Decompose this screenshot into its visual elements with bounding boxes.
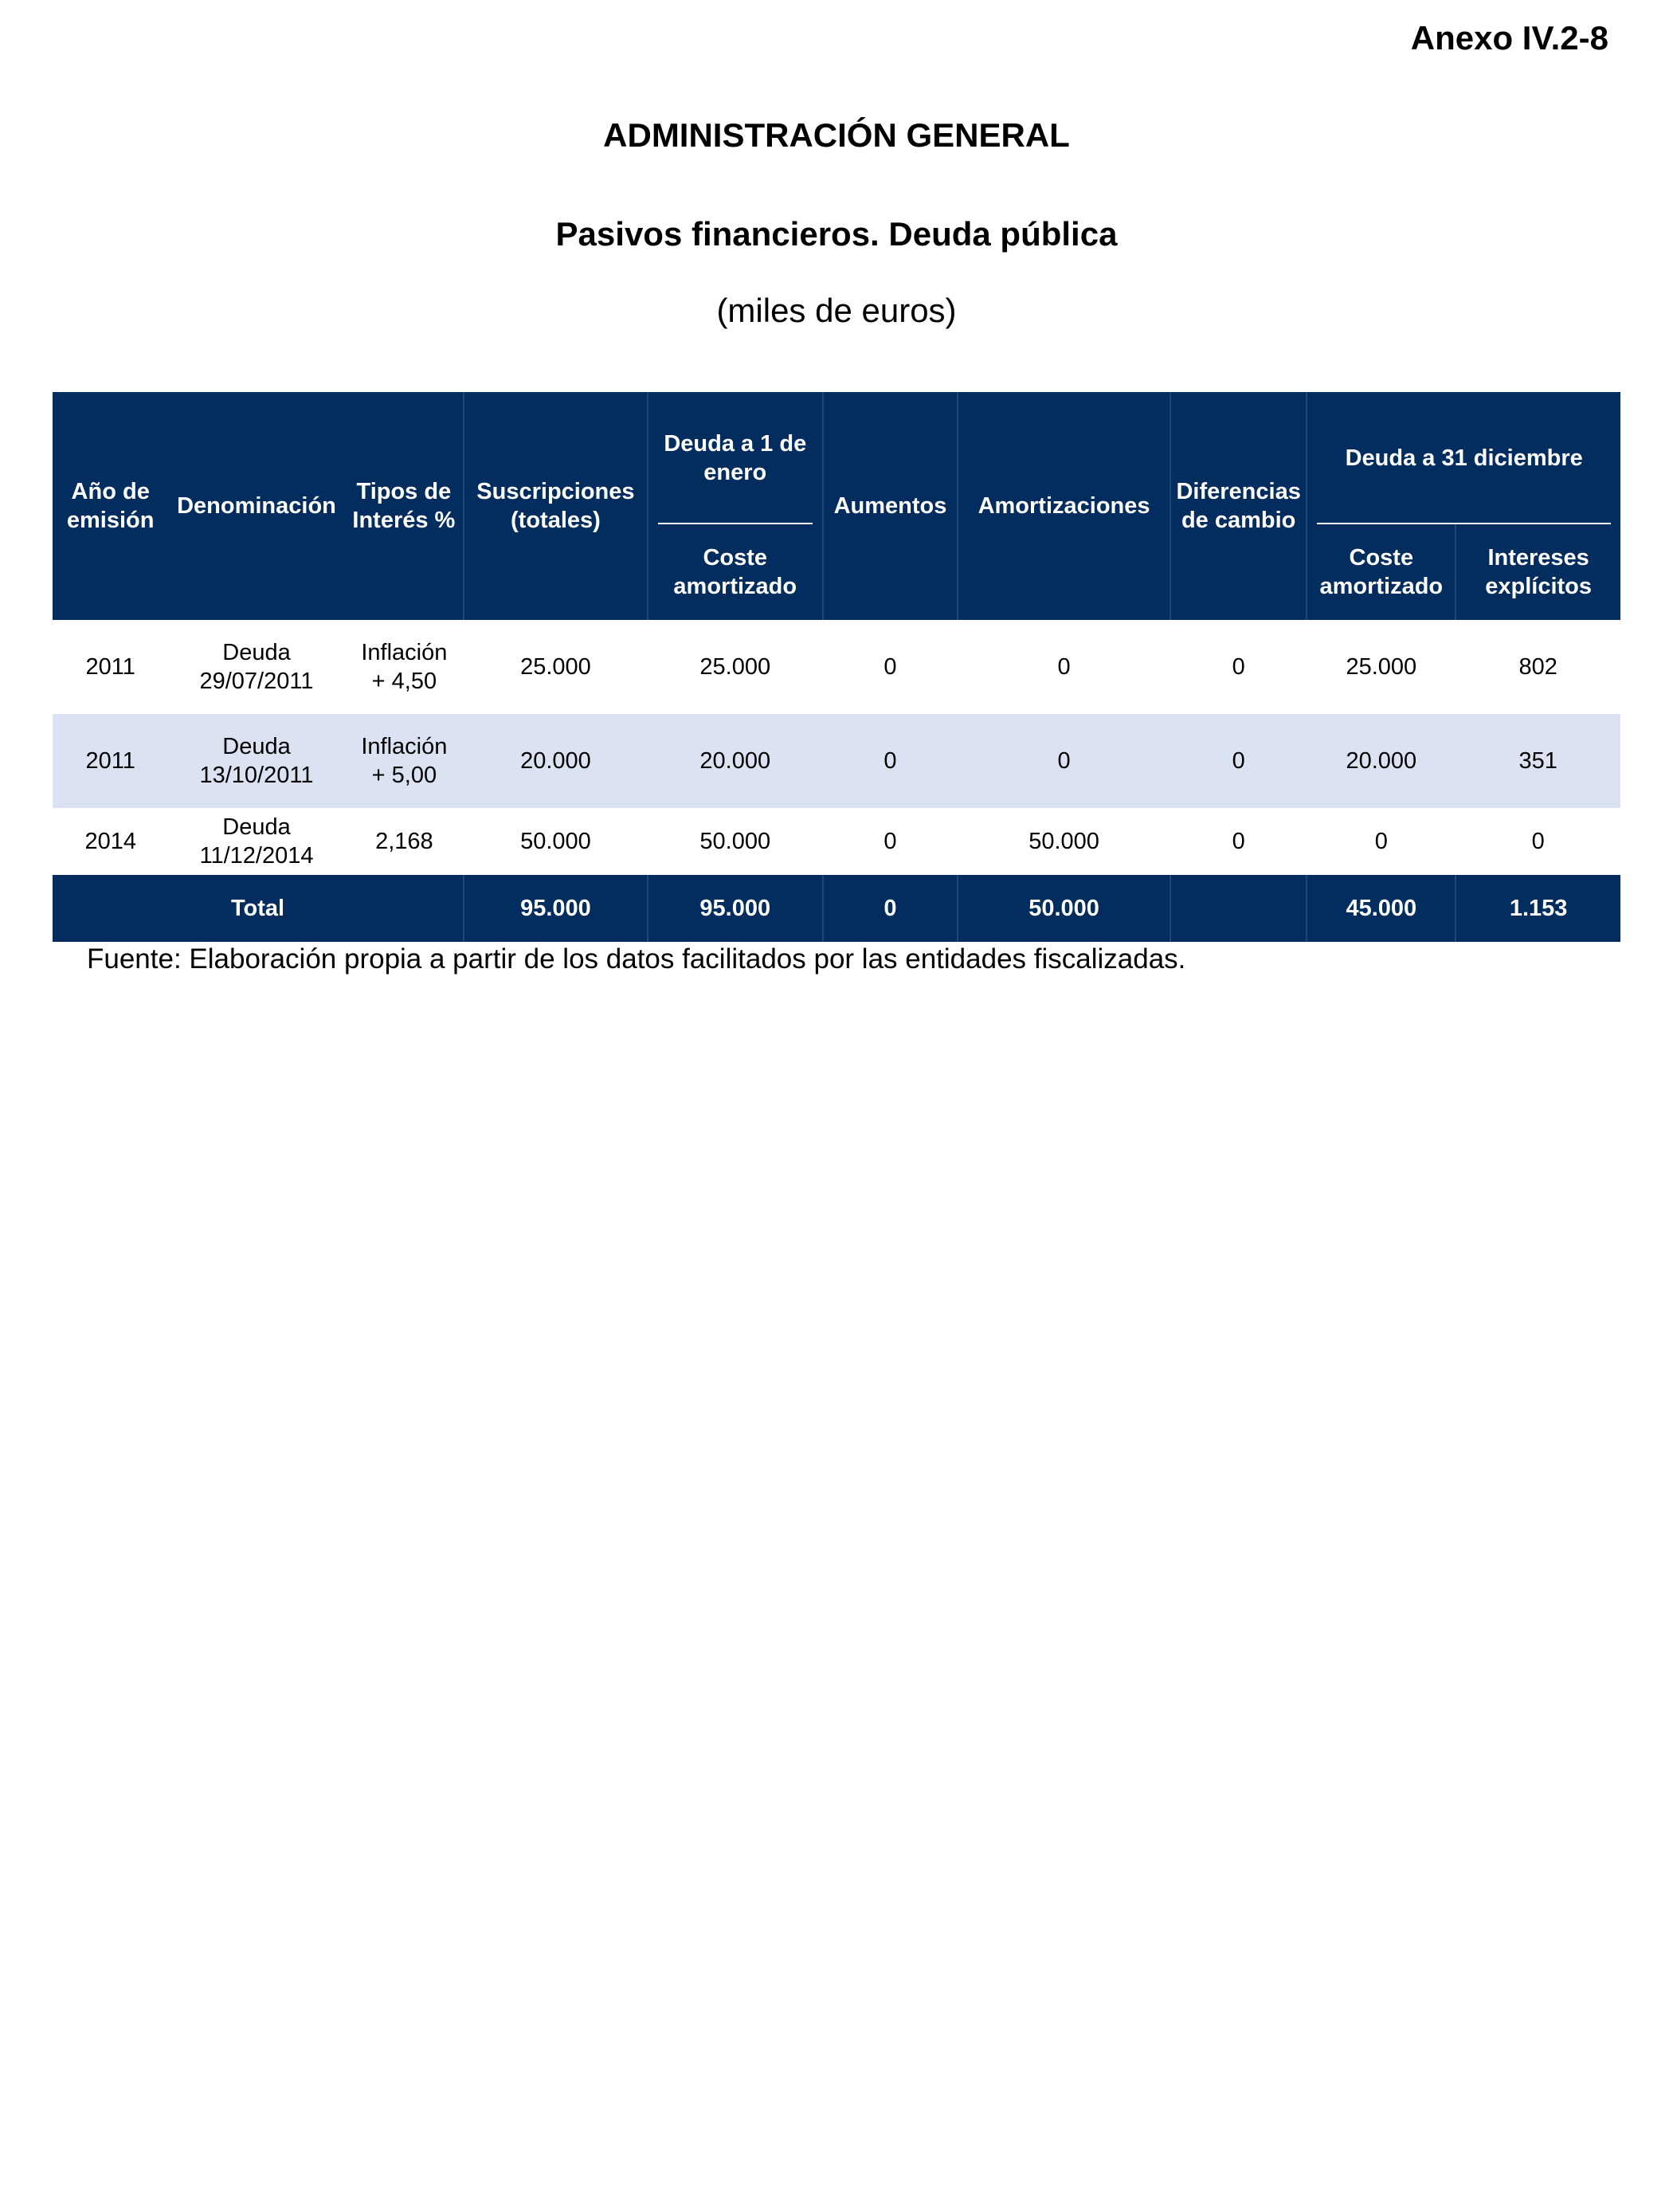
public-debt-table <box>53 392 1620 942</box>
col-header-jan-amortized-cost: Coste amortizado <box>648 524 823 620</box>
total-fx <box>1170 875 1307 942</box>
cell-dec-interest: 351 <box>1456 714 1620 808</box>
cell-dec-cost: 0 <box>1307 808 1456 875</box>
cell-jan-cost: 50.000 <box>648 808 823 875</box>
cell-year: 2011 <box>53 714 168 808</box>
col-header-amortizations: Amortizaciones <box>958 392 1170 620</box>
col-header-increases: Aumentos <box>823 392 958 620</box>
cell-dec-cost: 25.000 <box>1307 620 1456 714</box>
col-header-debt-jan: Deuda a 1 de enero <box>648 392 823 524</box>
cell-fx: 0 <box>1170 808 1307 875</box>
cell-subscriptions: 50.000 <box>464 808 648 875</box>
col-header-year: Año de emisión <box>53 392 168 620</box>
annex-number: Anexo IV.2-8 <box>1410 19 1608 57</box>
cell-rate: 2,168 <box>345 808 464 875</box>
cell-year: 2011 <box>53 620 168 714</box>
total-dec-cost: 45.000 <box>1307 875 1456 942</box>
col-header-subscriptions: Suscripciones (totales) <box>464 392 648 620</box>
total-jan-cost: 95.000 <box>648 875 823 942</box>
table-row <box>53 714 1620 808</box>
col-header-rate: Tipos de Interés % <box>345 392 464 620</box>
table-header-row <box>53 392 1620 524</box>
header-divider <box>1317 523 1611 524</box>
cell-increases: 0 <box>823 808 958 875</box>
cell-rate: Inflación + 4,50 <box>345 620 464 714</box>
cell-jan-cost: 20.000 <box>648 714 823 808</box>
source-note: Fuente: Elaboración propia a partir de los datos facilitados por las entidades fiscalizadas. <box>87 943 1186 975</box>
total-label: Total <box>53 875 464 942</box>
cell-name: Deuda 13/10/2011 <box>168 714 344 808</box>
col-header-exchange-differences: Diferencias de cambio <box>1170 392 1307 620</box>
table-row <box>53 620 1620 714</box>
cell-name: Deuda 29/07/2011 <box>168 620 344 714</box>
total-dec-interest: 1.153 <box>1456 875 1620 942</box>
col-header-dec-explicit-interest: Intereses explícitos <box>1456 524 1620 620</box>
cell-jan-cost: 25.000 <box>648 620 823 714</box>
cell-rate: Inflación + 5,00 <box>345 714 464 808</box>
cell-fx: 0 <box>1170 620 1307 714</box>
cell-fx: 0 <box>1170 714 1307 808</box>
col-header-dec-amortized-cost: Coste amortizado <box>1307 524 1456 620</box>
total-subscriptions: 95.000 <box>464 875 648 942</box>
cell-name: Deuda 11/12/2014 <box>168 808 344 875</box>
cell-increases: 0 <box>823 620 958 714</box>
total-amortizations: 50.000 <box>958 875 1170 942</box>
cell-year: 2014 <box>53 808 168 875</box>
header-divider <box>658 523 813 524</box>
page-title: ADMINISTRACIÓN GENERAL <box>603 116 1070 154</box>
units-note: (miles de euros) <box>716 292 957 329</box>
cell-dec-interest: 0 <box>1456 808 1620 875</box>
cell-increases: 0 <box>823 714 958 808</box>
cell-amortizations: 50.000 <box>958 808 1170 875</box>
cell-dec-cost: 20.000 <box>1307 714 1456 808</box>
cell-subscriptions: 20.000 <box>464 714 648 808</box>
cell-amortizations: 0 <box>958 714 1170 808</box>
table-total-row <box>53 875 1620 942</box>
total-increases: 0 <box>823 875 958 942</box>
cell-amortizations: 0 <box>958 620 1170 714</box>
col-header-debt-dec: Deuda a 31 diciembre <box>1307 392 1620 524</box>
cell-subscriptions: 25.000 <box>464 620 648 714</box>
page-subtitle: Pasivos financieros. Deuda pública <box>555 215 1118 253</box>
table-row <box>53 808 1620 875</box>
cell-dec-interest: 802 <box>1456 620 1620 714</box>
col-header-name: Denominación <box>168 392 344 620</box>
